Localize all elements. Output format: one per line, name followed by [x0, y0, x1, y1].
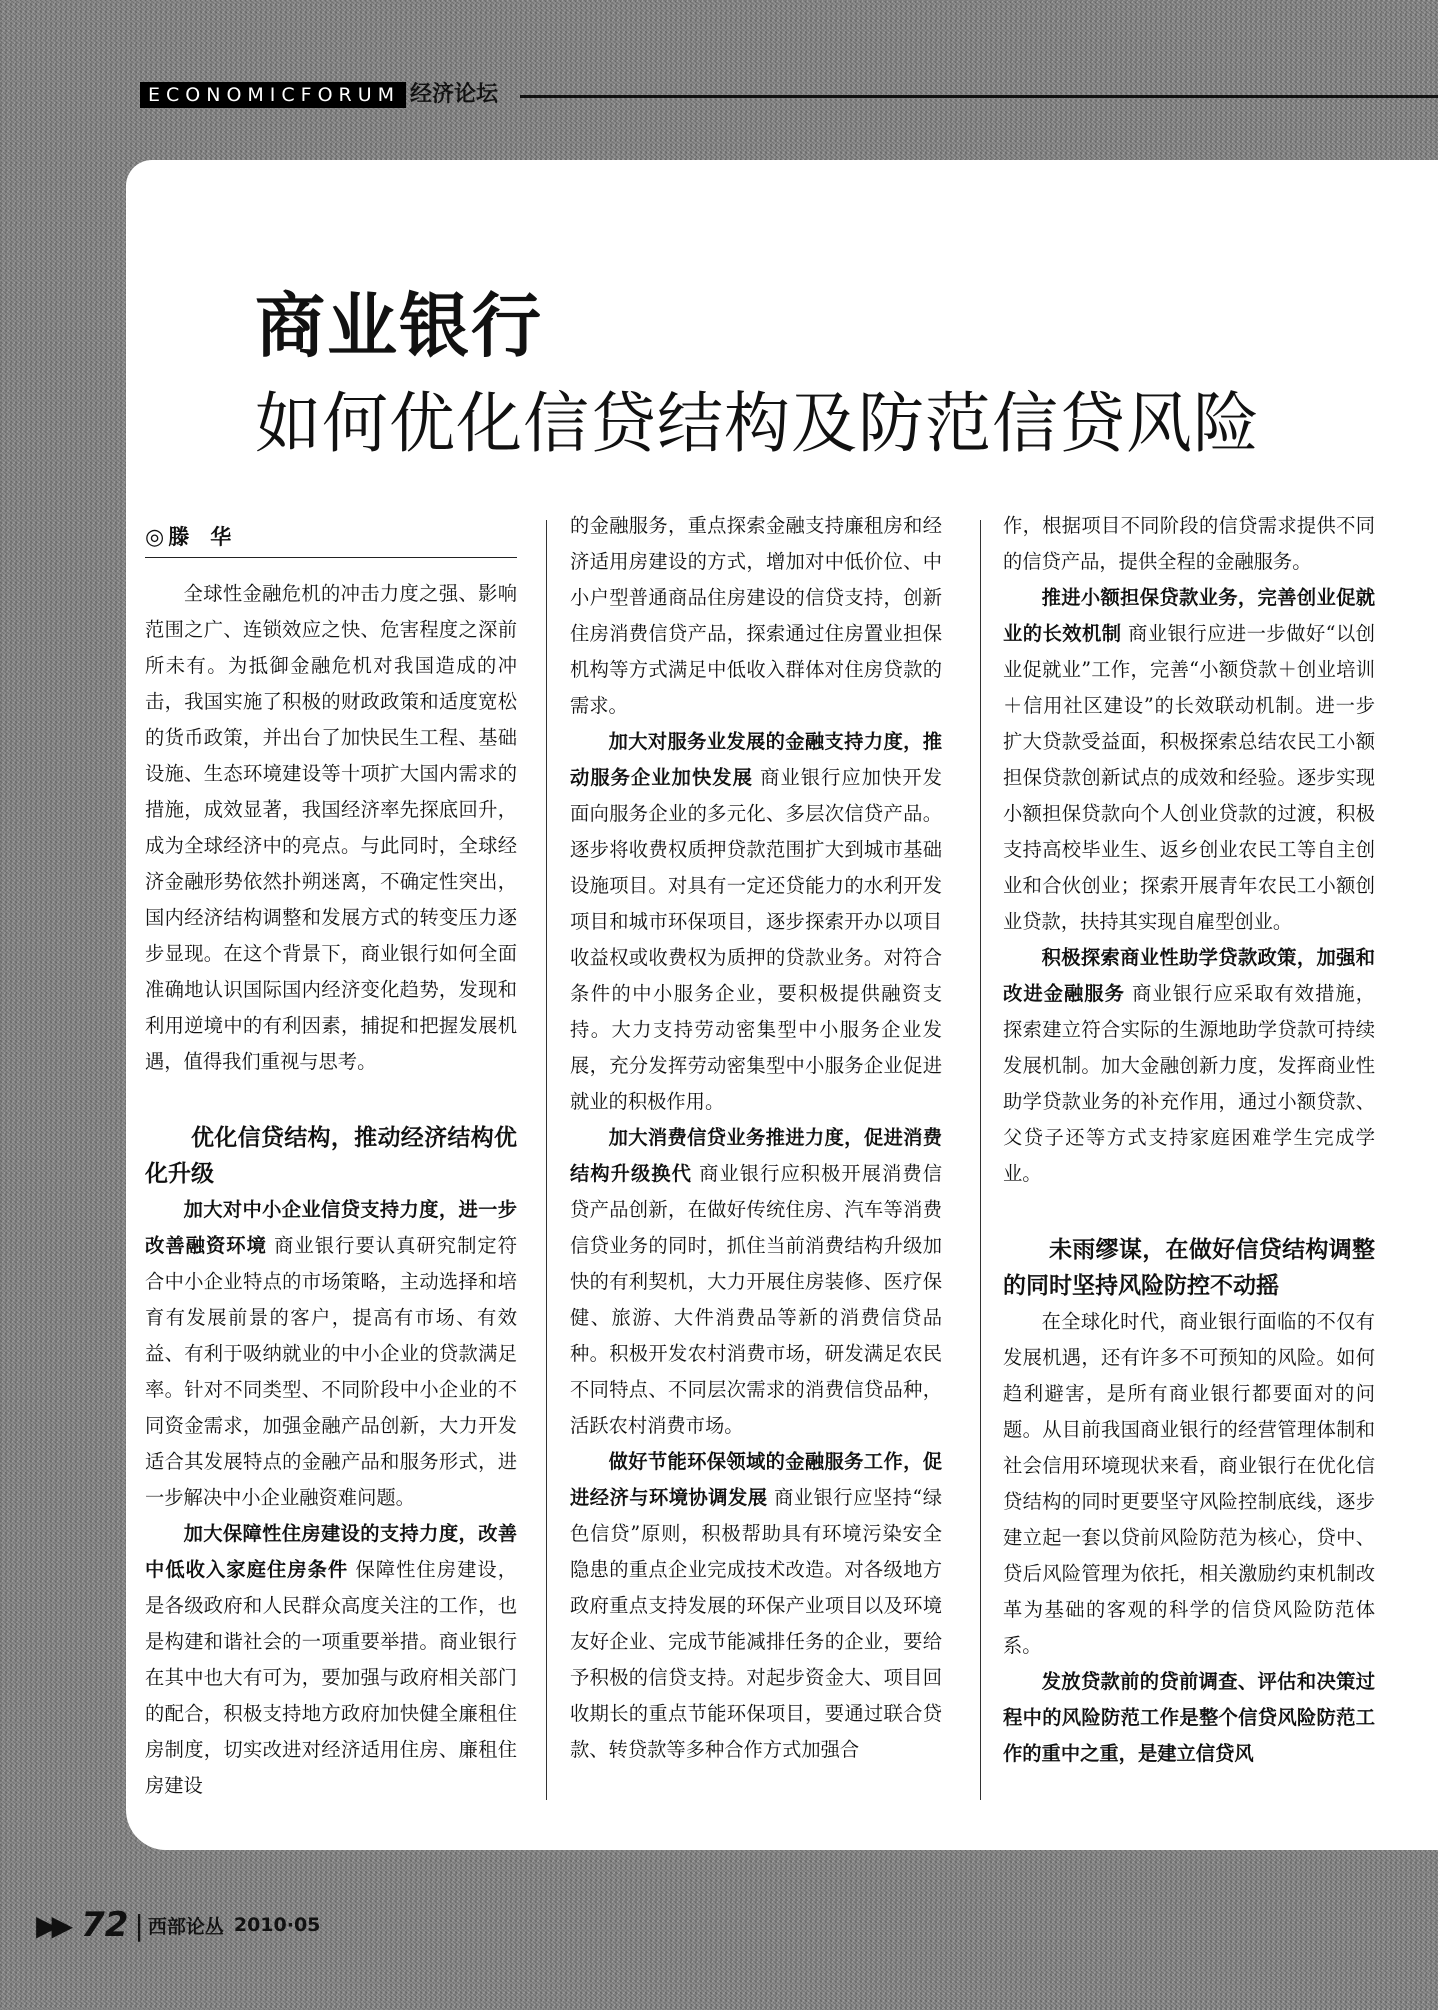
issue-number: 2010·05 — [233, 1914, 321, 1936]
paragraph: 在全球化时代，商业银行面临的不仅有发展机遇，还有许多不可预知的风险。如何趋利避害，是所有商业银行都要面对的问题。从目前我国商业银行的经营管理体制和社会信用环境现状来看，商业银行在优化信贷结构的同时更要坚守风险控制底线，逐步建立起一套以贷前风险防范为核心，贷中、贷后风险管理为依托，相关激励约束机制改革为基础的客观的科学的信贷风险防范体系。 — [1003, 1310, 1375, 1657]
paragraph-lead: 加大对中小企业信贷支持力度，进一步改善融资环境 — [145, 1198, 517, 1257]
column-3 — [1003, 508, 1375, 1772]
page-footer — [36, 1905, 320, 1945]
brand-english: ECONOMICFORUM — [140, 82, 406, 108]
paragraph-lead: 加大消费信贷业务推进力度，促进消费结构升级换代 — [570, 1126, 942, 1185]
running-header — [0, 0, 1438, 160]
author-name: 滕 华 — [168, 525, 232, 549]
column-divider — [980, 520, 981, 1800]
paragraph-lead: 加大保障性住房建设的支持力度，改善中低收入家庭住房条件 — [145, 1522, 517, 1581]
paragraph: 做好节能环保领域的金融服务工作，促进经济与环境协调发展 商业银行应坚持“绿色信贷”原则，积极帮助具有环境污染安全隐患的重点企业完成技术改造。对各级地方政府重点支持发展的环保产业项目以及环境友好企业、完成节能减排任务的企业，要给予积极的信贷支持。对起步资金大、项目回收期长的重点节能环保项目，要通过联合贷款、转贷款等多种合作方式加强合 — [570, 1450, 942, 1761]
intro-paragraph: 全球性金融危机的冲击力度之强、影响范围之广、连锁效应之快、危害程度之深前所未有。为抵御金融危机对我国造成的冲击，我国实施了积极的财政政策和适度宽松的货币政策，并出台了加快民生工程、基础设施、生态环境建设等十项扩大国内需求的措施，成效显著，我国经济率先探底回升，成为全球经济中的亮点。与此同时，全球经济金融形势依然扑朔迷离，不确定性突出，国内经济结构调整和发展方式的转变压力逐步显现。在这个背景下，商业银行如何全面准确地认识国际国内经济变化趋势，发现和利用逆境中的有利因素，捕捉和把握发展机遇，值得我们重视与思考。 — [145, 582, 517, 1073]
article-subtitle: 如何优化信贷结构及防范信贷风险 — [255, 385, 1260, 462]
paragraph-lead: 发放贷款前的贷前调查、评估和决策过程中的风险防范工作是整个信贷风险防范工作的重中之重，是建立信贷风 — [1003, 1670, 1375, 1765]
column-2 — [570, 508, 942, 1768]
paragraph: 积极探索商业性助学贷款政策，加强和改进金融服务 商业银行应采取有效措施，探索建立符合实际的生源地助学贷款可持续发展机制。加大金融创新力度，发挥商业性助学贷款业务的补充作用，通过小额贷款、父贷子还等方式支持家庭困难学生完成学业。 — [1003, 946, 1376, 1185]
section-heading: 未雨缪谋，在做好信贷结构调整的同时坚持风险防控不动摇 — [1003, 1237, 1375, 1299]
paragraph: 加大对中小企业信贷支持力度，进一步改善融资环境 商业银行要认真研究制定符合中小企业特点的市场策略，主动选择和培育有发展前景的客户，提高有市场、有效益、有利于吸纳就业的中小企业的贷款满足率。针对不同类型、不同阶段中小企业的不同资金需求，加强金融产品创新，大力开发适合其发展特点的金融产品和服务形式，进一步解决中小企业融资难问题。 — [145, 1198, 518, 1509]
section-heading: 优化信贷结构，推动经济结构优化升级 — [145, 1125, 517, 1187]
journal-name: 西部论丛 — [147, 1915, 224, 1938]
paragraph: 加大消费信贷业务推进力度，促进消费结构升级换代 商业银行应积极开展消费信贷产品创新，在做好传统住房、汽车等消费信贷业务的同时，抓住当前消费结构升级加快的有利契机，大力开展住房装修、医疗保健、旅游、大件消费品等新的消费信贷品种。积极开发农村消费市场，研发满足农民不同特点、不同层次需求的消费信贷品种，活跃农村消费市场。 — [570, 1126, 943, 1437]
paragraph-lead: 积极探索商业性助学贷款政策，加强和改进金融服务 — [1003, 946, 1375, 1005]
section-brand — [140, 82, 498, 108]
paragraph: 加大保障性住房建设的支持力度，改善中低收入家庭住房条件 保障性住房建设，是各级政府和人民群众高度关注的工作，也是构建和谐社会的一项重要举措。商业银行在其中也大有可为，要加强与政府相关部门的配合，积极支持地方政府加快健全廉租住房制度，切实改进对经济适用住房、廉租住房建设 — [145, 1522, 518, 1797]
bullseye-icon: ◎ — [145, 525, 165, 550]
paragraph — [1003, 1664, 1375, 1772]
column-divider — [546, 520, 547, 1800]
paragraph-lead: 推进小额担保贷款业务，完善创业促就业的长效机制 — [1003, 586, 1375, 645]
column-1 — [145, 520, 517, 1804]
article-title: 商业银行 — [255, 285, 543, 367]
paragraph-lead: 做好节能环保领域的金融服务工作，促进经济与环境协调发展 — [570, 1450, 942, 1509]
double-arrow-icon: ▶▶ — [36, 1908, 68, 1942]
paragraph-lead: 加大对服务业发展的金融支持力度，推动服务企业加快发展 — [570, 730, 942, 789]
paragraph-continued: 作，根据项目不同阶段的信贷需求提供不同的信贷产品，提供全程的金融服务。 — [1003, 514, 1375, 573]
brand-chinese: 经济论坛 — [410, 82, 499, 107]
paragraph: 推进小额担保贷款业务，完善创业促就业的长效机制 商业银行应进一步做好“以创业促就业”工作，完善“小额贷款＋创业培训＋信用社区建设”的长效联动机制。进一步扩大贷款受益面，积极探索总结农民工小额担保贷款创新试点的成效和经验。逐步实现小额担保贷款向个人创业贷款的过渡，积极支持高校毕业生、返乡创业农民工等自主创业和合伙创业；探索开展青年农民工小额创业贷款，扶持其实现自雇型创业。 — [1003, 586, 1376, 933]
header-rule — [520, 95, 1438, 98]
paragraph-continued: 的金融服务，重点探索金融支持廉租房和经济适用房建设的方式，增加对中低价位、中小户型普通商品住房建设的信贷支持，创新住房消费信贷产品，探索通过住房置业担保机构等方式满足中低收入群体对住房贷款的需求。 — [570, 514, 942, 717]
footer-separator: | — [134, 1908, 144, 1942]
page-number: 72 — [81, 1905, 129, 1945]
author-byline — [145, 520, 517, 558]
paragraph: 加大对服务业发展的金融支持力度，推动服务企业加快发展 商业银行应加快开发面向服务企业的多元化、多层次信贷产品。逐步将收费权质押贷款范围扩大到城市基础设施项目。对具有一定还贷能力的水利开发项目和城市环保项目，逐步探索开办以项目收益权或收费权为质押的贷款业务。对符合条件的中小服务企业，要积极提供融资支持。大力支持劳动密集型中小服务企业发展，充分发挥劳动密集型中小服务企业促进就业的积极作用。 — [570, 730, 943, 1113]
